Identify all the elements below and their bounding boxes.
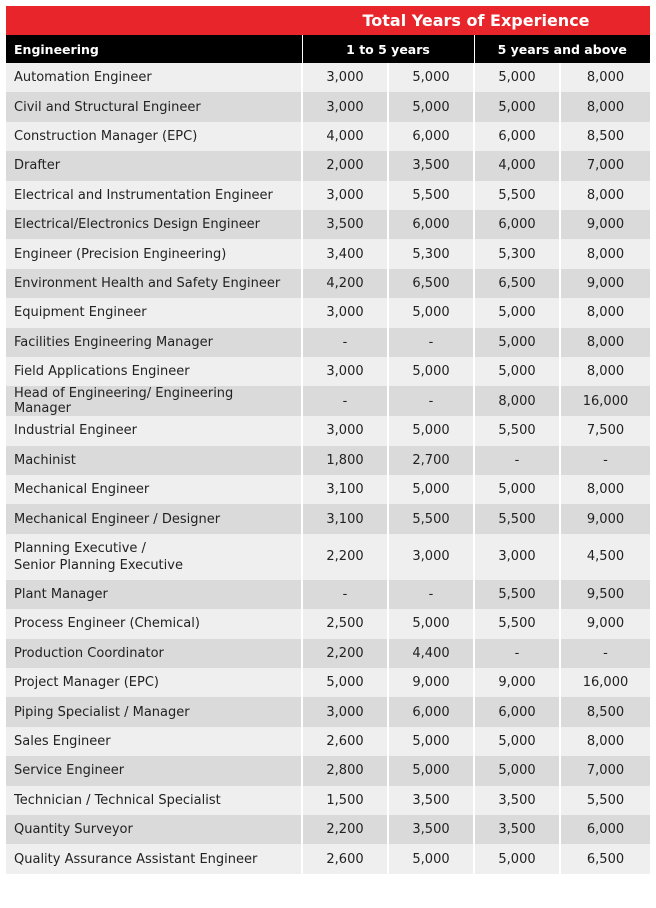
salary-value: 8,000	[560, 63, 650, 92]
salary-value: 5,300	[388, 239, 474, 268]
salary-value: 6,000	[474, 697, 560, 726]
table-row	[6, 92, 650, 121]
table-row	[6, 815, 650, 844]
table-row	[6, 210, 650, 239]
salary-value: 3,500	[388, 151, 474, 180]
salary-value: 1,800	[302, 446, 388, 475]
salary-value: 3,000	[302, 63, 388, 92]
salary-value: 3,500	[388, 786, 474, 815]
table-row	[6, 534, 650, 580]
salary-value: 5,000	[474, 298, 560, 327]
role-name: Machinist	[6, 446, 302, 475]
salary-value: 9,000	[560, 269, 650, 298]
salary-value: 5,500	[474, 609, 560, 638]
salary-value: 5,000	[474, 92, 560, 121]
salary-value: 5,500	[474, 181, 560, 210]
salary-value: 2,600	[302, 727, 388, 756]
salary-value: 5,000	[474, 357, 560, 386]
salary-value: 9,000	[388, 668, 474, 697]
salary-value: 5,000	[388, 92, 474, 121]
title-band	[6, 6, 650, 35]
salary-value: 6,000	[388, 697, 474, 726]
salary-value: 9,000	[560, 210, 650, 239]
salary-value: 5,500	[474, 416, 560, 445]
salary-value: 2,200	[302, 639, 388, 668]
table-row	[6, 475, 650, 504]
salary-value: 3,000	[302, 416, 388, 445]
salary-value: -	[388, 386, 474, 416]
salary-value: 9,000	[474, 668, 560, 697]
table-row	[6, 122, 650, 151]
salary-value: 3,000	[302, 181, 388, 210]
table-row	[6, 504, 650, 533]
salary-value: 2,000	[302, 151, 388, 180]
salary-value: 3,000	[302, 92, 388, 121]
header-5-years-above: 5 years and above	[474, 35, 650, 63]
salary-value: 7,000	[560, 756, 650, 785]
salary-value: -	[388, 580, 474, 609]
salary-value: 2,800	[302, 756, 388, 785]
salary-value: 8,000	[560, 357, 650, 386]
salary-value: 3,000	[388, 534, 474, 580]
salary-value: 5,300	[474, 239, 560, 268]
salary-value: 3,000	[474, 534, 560, 580]
salary-value: 5,500	[560, 786, 650, 815]
table-row	[6, 580, 650, 609]
role-name: Environment Health and Safety Engineer	[6, 269, 302, 298]
role-name: Electrical and Instrumentation Engineer	[6, 181, 302, 210]
table-row	[6, 151, 650, 180]
salary-value: 5,000	[474, 328, 560, 357]
salary-value: 5,000	[388, 609, 474, 638]
salary-value: 5,000	[388, 63, 474, 92]
table-row	[6, 239, 650, 268]
salary-value: -	[302, 580, 388, 609]
table-row	[6, 181, 650, 210]
salary-table	[6, 35, 650, 874]
salary-value: 6,500	[388, 269, 474, 298]
salary-value: -	[388, 328, 474, 357]
salary-value: 9,500	[560, 580, 650, 609]
role-name: Piping Specialist / Manager	[6, 697, 302, 726]
role-name: Civil and Structural Engineer	[6, 92, 302, 121]
role-name: Field Applications Engineer	[6, 357, 302, 386]
table-row	[6, 298, 650, 327]
salary-value: 5,000	[474, 475, 560, 504]
salary-value: 3,400	[302, 239, 388, 268]
header-category: Engineering	[6, 35, 302, 63]
salary-value: 3,500	[474, 786, 560, 815]
role-name: Quantity Surveyor	[6, 815, 302, 844]
salary-value: 8,000	[560, 475, 650, 504]
role-name: Electrical/Electronics Design Engineer	[6, 210, 302, 239]
table-row	[6, 446, 650, 475]
role-name: Industrial Engineer	[6, 416, 302, 445]
role-name: Engineer (Precision Engineering)	[6, 239, 302, 268]
table-row	[6, 269, 650, 298]
salary-value: 4,500	[560, 534, 650, 580]
salary-value: 4,000	[474, 151, 560, 180]
role-name: Project Manager (EPC)	[6, 668, 302, 697]
salary-value: 2,200	[302, 815, 388, 844]
salary-value: 5,000	[474, 727, 560, 756]
salary-value: 3,500	[388, 815, 474, 844]
salary-value: 3,000	[302, 298, 388, 327]
salary-value: 5,500	[474, 580, 560, 609]
salary-value: 6,000	[474, 122, 560, 151]
table-body	[6, 63, 650, 874]
salary-value: 8,000	[474, 386, 560, 416]
salary-value: -	[560, 446, 650, 475]
role-name: Mechanical Engineer	[6, 475, 302, 504]
table-row	[6, 639, 650, 668]
role-name: Plant Manager	[6, 580, 302, 609]
salary-value: 8,000	[560, 239, 650, 268]
salary-value: 3,100	[302, 475, 388, 504]
salary-value: 9,000	[560, 609, 650, 638]
salary-value: 5,500	[474, 504, 560, 533]
salary-value: 5,500	[388, 181, 474, 210]
salary-value: 5,000	[474, 63, 560, 92]
table-row	[6, 357, 650, 386]
table-row	[6, 697, 650, 726]
table-row	[6, 416, 650, 445]
salary-value: 6,000	[560, 815, 650, 844]
salary-value: 2,600	[302, 844, 388, 873]
role-name: Drafter	[6, 151, 302, 180]
salary-value: 4,400	[388, 639, 474, 668]
role-name: Equipment Engineer	[6, 298, 302, 327]
table-row	[6, 609, 650, 638]
salary-value: 6,000	[388, 122, 474, 151]
salary-value: 5,000	[302, 668, 388, 697]
salary-value: 2,500	[302, 609, 388, 638]
salary-value: 5,500	[388, 504, 474, 533]
salary-value: 7,000	[560, 151, 650, 180]
salary-value: 5,000	[474, 756, 560, 785]
salary-value: 8,000	[560, 727, 650, 756]
salary-value: -	[302, 328, 388, 357]
salary-value: 5,000	[388, 298, 474, 327]
table-row	[6, 756, 650, 785]
header-1-to-5-years: 1 to 5 years	[302, 35, 474, 63]
salary-value: 8,000	[560, 298, 650, 327]
salary-value: 2,700	[388, 446, 474, 475]
salary-value: 16,000	[560, 386, 650, 416]
role-name: Automation Engineer	[6, 63, 302, 92]
salary-value: 3,000	[302, 357, 388, 386]
table-row	[6, 63, 650, 92]
header-row	[6, 35, 650, 63]
role-name: Planning Executive / Senior Planning Executive	[6, 534, 302, 580]
role-name: Construction Manager (EPC)	[6, 122, 302, 151]
salary-value: 9,000	[560, 504, 650, 533]
salary-value: 1,500	[302, 786, 388, 815]
salary-table-container	[6, 6, 650, 874]
salary-value: 7,500	[560, 416, 650, 445]
salary-value: 5,000	[388, 727, 474, 756]
salary-value: 6,500	[560, 844, 650, 873]
salary-value: 6,500	[474, 269, 560, 298]
table-row	[6, 386, 650, 416]
role-name: Service Engineer	[6, 756, 302, 785]
role-name: Mechanical Engineer / Designer	[6, 504, 302, 533]
salary-value: 16,000	[560, 668, 650, 697]
role-name: Facilities Engineering Manager	[6, 328, 302, 357]
salary-value: 8,000	[560, 181, 650, 210]
table-row	[6, 727, 650, 756]
salary-value: 5,000	[388, 357, 474, 386]
salary-value: 3,000	[302, 697, 388, 726]
table-row	[6, 328, 650, 357]
role-name: Sales Engineer	[6, 727, 302, 756]
salary-value: 4,000	[302, 122, 388, 151]
salary-value: -	[302, 386, 388, 416]
salary-value: 3,500	[474, 815, 560, 844]
salary-value: -	[474, 639, 560, 668]
salary-value: 8,500	[560, 697, 650, 726]
salary-value: 5,000	[388, 475, 474, 504]
salary-value: 4,200	[302, 269, 388, 298]
salary-value: 5,000	[388, 844, 474, 873]
role-name: Technician / Technical Specialist	[6, 786, 302, 815]
salary-value: 6,000	[474, 210, 560, 239]
role-name: Head of Engineering/ Engineering Manager	[6, 386, 302, 416]
salary-value: 5,000	[474, 844, 560, 873]
salary-value: -	[474, 446, 560, 475]
salary-value: 5,000	[388, 416, 474, 445]
salary-value: 6,000	[388, 210, 474, 239]
salary-value: 5,000	[388, 756, 474, 785]
table-row	[6, 844, 650, 873]
salary-value: 2,200	[302, 534, 388, 580]
table-row	[6, 786, 650, 815]
table-row	[6, 668, 650, 697]
salary-value: 8,000	[560, 328, 650, 357]
salary-value: 8,000	[560, 92, 650, 121]
role-name: Quality Assurance Assistant Engineer	[6, 844, 302, 873]
salary-value: -	[560, 639, 650, 668]
salary-value: 3,100	[302, 504, 388, 533]
salary-value: 8,500	[560, 122, 650, 151]
role-name: Production Coordinator	[6, 639, 302, 668]
salary-value: 3,500	[302, 210, 388, 239]
role-name: Process Engineer (Chemical)	[6, 609, 302, 638]
table-title: Total Years of Experience	[362, 11, 590, 30]
